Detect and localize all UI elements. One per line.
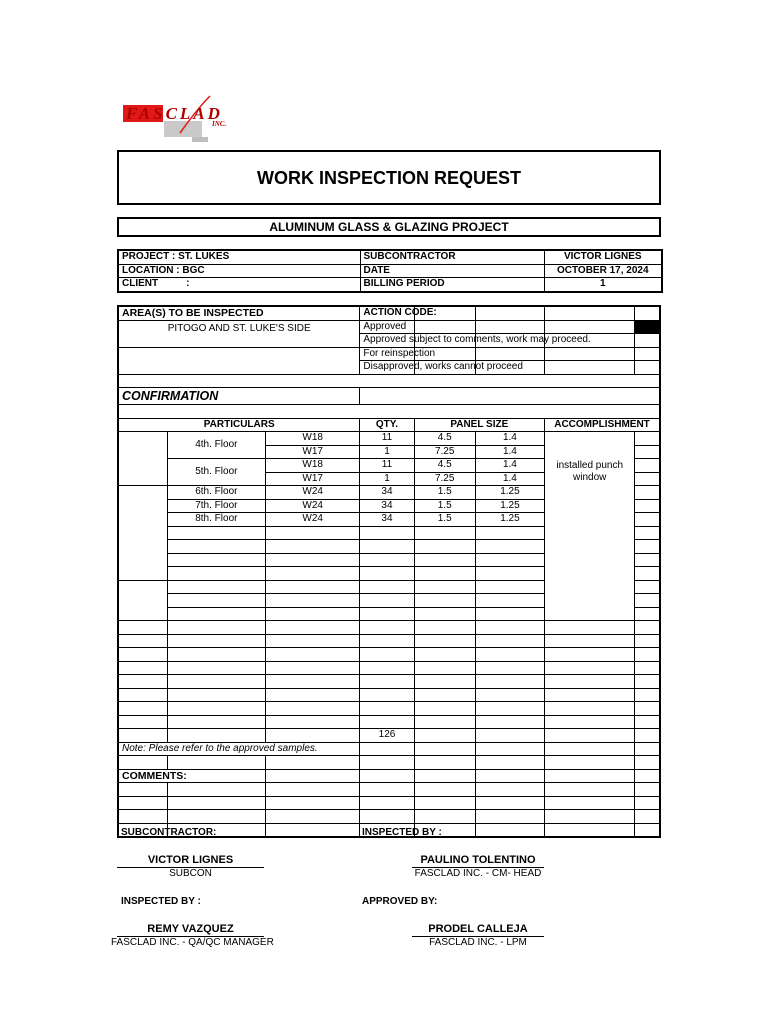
action-disapproved: Disapproved, works cannot proceed xyxy=(360,361,414,375)
table-row xyxy=(118,702,660,716)
svg-text:INC.: INC. xyxy=(212,120,227,128)
approver-name: PRODEL CALLEJA xyxy=(428,923,528,935)
action-reinspection: For reinspection xyxy=(360,347,414,361)
page-title: WORK INSPECTION REQUEST xyxy=(256,168,521,188)
project-title: ALUMINUM GLASS & GLAZING PROJECT xyxy=(269,220,509,234)
total-qty: 126 xyxy=(360,729,414,743)
header-accomplishment: ACCOMPLISHMENT xyxy=(545,418,660,432)
areas-value: PITOGO AND ST. LUKE'S SIDE xyxy=(118,320,360,347)
action-approved: Approved xyxy=(360,320,414,334)
subcontractor-value: VICTOR LIGNES xyxy=(544,250,662,264)
note-text: Note: Please refer to the approved samples. xyxy=(118,742,360,756)
table-row xyxy=(118,675,660,689)
subcontractor-role: SUBCON xyxy=(169,868,212,879)
project-field: PROJECT : ST. LUKES xyxy=(118,250,360,264)
billing-value: 1 xyxy=(544,278,662,292)
inspector-1-name: PAULINO TOLENTINO xyxy=(420,854,536,866)
table-row xyxy=(118,621,660,635)
inspector-1-role: FASCLAD INC. - CM- HEAD xyxy=(414,868,542,879)
confirmation-label: CONFIRMATION xyxy=(118,388,360,405)
inspector-2-role: FASCLAD INC. - QA/QC MANAGER xyxy=(111,937,274,948)
action-approved-subject: Approved subject to comments, work may proceed. xyxy=(360,334,414,348)
action-approved-subject-checkbox[interactable] xyxy=(635,334,660,348)
areas-label: AREA(S) TO BE INSPECTED xyxy=(118,306,360,320)
inspected-by-label-2: INSPECTED BY : xyxy=(121,896,201,907)
table-row: W17 1 7.25 1.4 xyxy=(118,472,660,486)
table-row: 8th. Floor W24 34 1.5 1.25 xyxy=(118,513,660,527)
approved-by-label: APPROVED BY: xyxy=(362,896,438,907)
date-label: DATE xyxy=(360,264,544,278)
table-row xyxy=(118,688,660,702)
inspected-by-label-1: INSPECTED BY : xyxy=(362,827,442,838)
approver-role: FASCLAD INC. - LPM xyxy=(429,937,527,948)
fasclad-logo-icon xyxy=(120,93,290,143)
table-row xyxy=(118,661,660,675)
table-row: 6th. Floor W24 34 1.5 1.25 xyxy=(118,486,660,500)
subcontractor-name: VICTOR LIGNES xyxy=(147,854,234,866)
action-code-label: ACTION CODE: xyxy=(360,306,414,320)
action-approved-checkbox[interactable] xyxy=(635,320,660,334)
table-row xyxy=(118,715,660,729)
header-qty: QTY. xyxy=(360,418,414,432)
svg-text:FASCLAD: FASCLAD xyxy=(126,104,223,123)
table-row xyxy=(118,648,660,662)
company-logo xyxy=(120,93,290,143)
header-panel-size: PANEL SIZE xyxy=(414,418,544,432)
location-field: LOCATION : BGC xyxy=(118,264,360,278)
table-row: 5th. Floor W18 11 4.5 1.4 xyxy=(118,459,660,473)
billing-label: BILLING PERIOD xyxy=(360,278,544,292)
comments-label: COMMENTS: xyxy=(118,769,266,783)
table-row: 4th. Floor W18 11 4.5 1.4 installed punch window xyxy=(118,432,660,446)
table-row xyxy=(118,634,660,648)
client-field: CLIENT : xyxy=(118,278,360,292)
table-row: W17 1 7.25 1.4 xyxy=(118,445,660,459)
header-particulars: PARTICULARS xyxy=(118,418,360,432)
inspector-2-name: REMY VAZQUEZ xyxy=(147,923,234,935)
subcontractor-label: SUBCONTRACTOR xyxy=(360,250,544,264)
accomplishment-cell: installed punch window xyxy=(545,432,635,621)
info-table xyxy=(117,249,663,293)
table-row: 7th. Floor W24 34 1.5 1.25 xyxy=(118,499,660,513)
inspection-table xyxy=(117,305,661,838)
subcontractor-sign-label: SUBCONTRACTOR: xyxy=(121,827,217,838)
action-disapproved-checkbox[interactable] xyxy=(635,361,660,375)
date-value: OCTOBER 17, 2024 xyxy=(544,264,662,278)
action-reinspection-checkbox[interactable] xyxy=(635,347,660,361)
